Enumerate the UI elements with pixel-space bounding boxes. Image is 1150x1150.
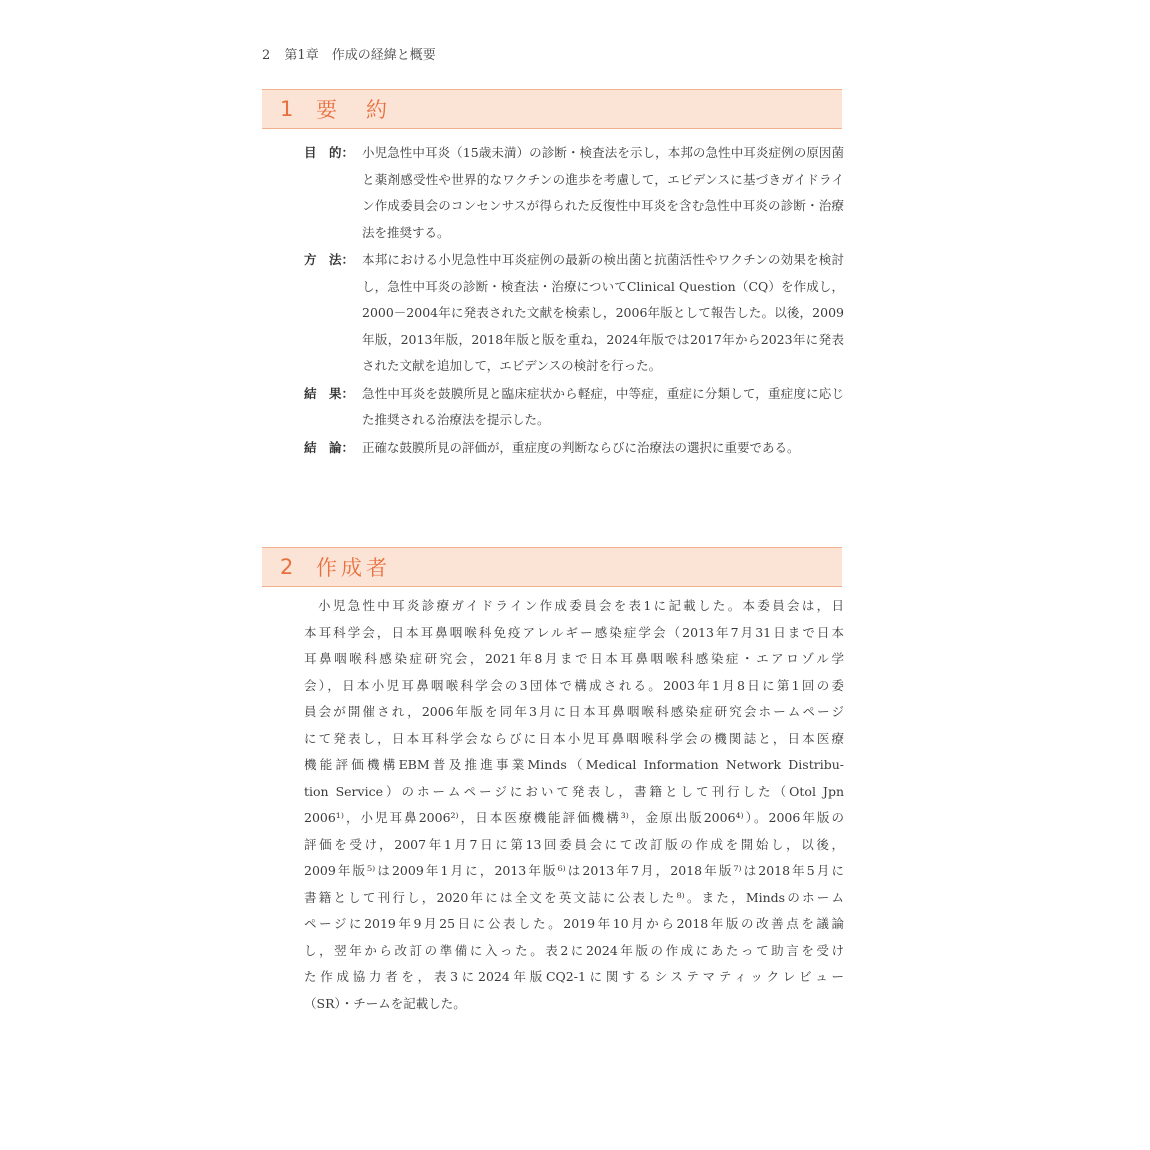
paragraph-line: 書籍として刊行し，2020年には全文を英文誌に公表した⁸⁾。また，Mindsのホーム [304,889,844,905]
paragraph-line: 評価を受け，2007年1月7日に第13回委員会にて改訂版の作成を開始し，以後， [304,836,844,852]
abstract-item-conclusion [304,435,844,462]
paragraph-line: （SR）・チームを記載した。 [304,995,466,1011]
paragraph-line: tion Service）のホームページにおいて発表し，書籍として刊行した（Otol Jpn [304,783,844,799]
page-number: 2 [262,48,271,63]
paragraph-line: 会），日本小児耳鼻咽喉科学会の3団体で構成される。2003年1月8日に第1回の委 [304,677,844,693]
abstract-text: 本邦における小児急性中耳炎症例の最新の検出菌と抗菌活性やワクチンの効果を検討し，急性中耳炎の診断・検査法・治療についてClinical Question（CQ）を作成し，2000－2004年に発表された文献を検索し，2006年版として報告した。以後，2009年版，2013年版，2018年版と版を重ね，2024年版では2017年から2023年に発表された文献を追加して，エビデンスの検討を行った。 [362,252,844,373]
abstract-label: 目 的： [304,145,355,160]
abstract-text: 正確な鼓膜所見の評価が，重症度の判断ならびに治療法の選択に重要である。 [362,439,800,455]
abstract-label: 結 論： [304,439,355,455]
chapter-title: 第1章 作成の経緯と概要 [284,48,436,63]
abstract [304,140,844,462]
paragraph-line: 員会が開催され，2006年版を同年3月に日本耳鼻咽喉科感染症研究会ホームページ [304,704,844,719]
abstract-item-purpose [304,140,844,246]
abstract-item-result [304,381,844,434]
section-number: 2 [280,555,294,579]
paragraph-line: 2006¹⁾，小児耳鼻2006²⁾，日本医療機能評価機構³⁾，金原出版2006⁴⁾）。2006年版の [304,810,844,825]
section-number: 1 [280,97,294,121]
section-heading-summary [262,89,842,129]
section-title: 要 約 [316,98,391,122]
paragraph-line: 本耳科学会，日本耳鼻咽喉科免疫アレルギー感染症学会（2013年7月31日まで日本 [304,624,844,640]
abstract-label: 方 法： [304,252,355,267]
running-head [262,44,436,63]
abstract-label: 結 果： [304,385,355,401]
paragraph-line: にて発表し，日本耳科学会ならびに日本小児耳鼻咽喉科学会の機関誌と，日本医療 [304,730,844,746]
abstract-item-method [304,247,844,380]
section-title: 作成者 [316,556,391,580]
authors-paragraph [304,593,844,1017]
paragraph-line: ページに2019年9月25日に公表した。2019年10月から2018年版の改善点を議論 [304,916,844,931]
paragraph-line: 2009年版⁵⁾は2009年1月に，2013年版⁶⁾は2013年7月，2018年版⁷⁾は2018年5月に [304,863,844,878]
section-heading-authors [262,547,842,587]
paragraph-line: 小児急性中耳炎診療ガイドライン作成委員会を表1に記載した。本委員会は，日 [318,598,844,613]
paragraph-line: 耳鼻咽喉科感染症研究会，2021年8月まで日本耳鼻咽喉科感染症・エアロゾル学 [304,651,844,666]
abstract-text: 急性中耳炎を鼓膜所見と臨床症状から軽症，中等症，重症に分類して，重症度に応じた推奨される治療法を提示した。 [362,385,844,427]
paragraph-line: 機能評価機構EBM普及推進事業Minds（Medical Information Network Distribu- [304,757,844,772]
paragraph-line: た作成協力者を，表3に2024年版CQ2-1に関するシステマティックレビュー [304,969,844,984]
paragraph-line: し，翌年から改訂の準備に入った。表2に2024年版の作成にあたって助言を受け [304,942,844,958]
abstract-text: 小児急性中耳炎（15歳未満）の診断・検査法を示し，本邦の急性中耳炎症例の原因菌と薬剤感受性や世界的なワクチンの進歩を考慮して，エビデンスに基づきガイドライン作成委員会のコンセンサスが得られた反復性中耳炎を含む急性中耳炎の診断・治療法を推奨する。 [362,145,844,240]
